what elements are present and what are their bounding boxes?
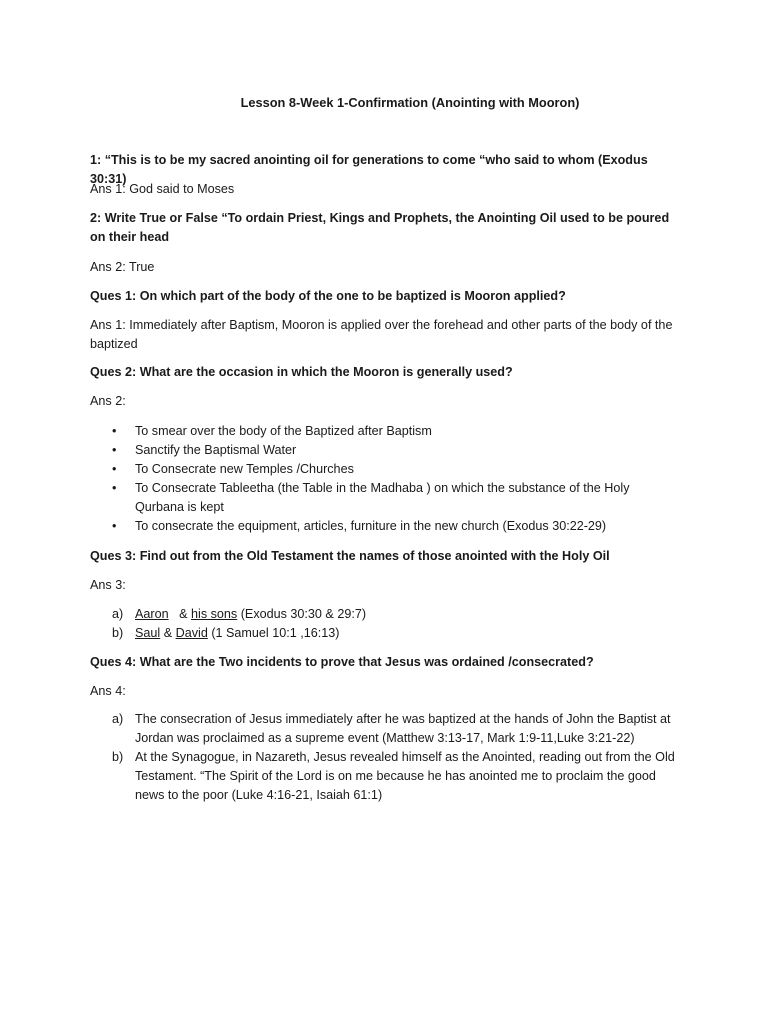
list-item: • To Consecrate new Temples /Churches: [90, 460, 680, 479]
person-name: David: [175, 626, 208, 640]
list-item: [90, 624, 680, 643]
list-item: • Sanctify the Baptismal Water: [90, 441, 680, 460]
scripture-reference: (Exodus 30:30 & 29:7): [240, 607, 367, 621]
list-marker: a): [112, 712, 124, 726]
list-item: • To smear over the body of the Baptized after Baptism: [90, 422, 680, 441]
anointed-list: [90, 605, 680, 643]
ans-ques-1: Ans 1: Immediately after Baptism, Mooron is applied over the forehead and other parts of the body of the baptized: [90, 318, 673, 351]
question-1: 1: “This is to be my sacred anointing oil for generations to come “who said to whom (Exodus 30:31): [90, 153, 648, 186]
list-item: [90, 605, 680, 624]
incident-text: At the Synagogue, in Nazareth, Jesus revealed himself as the Anointed, reading out from the Old Testament. “The Spirit of the Lord is on me because he has anointed me to proclaim the good news to the poor (Luke 4:16-21, Isaiah 61:1): [135, 750, 675, 802]
list-marker: b): [112, 750, 124, 764]
list-item: [90, 710, 680, 748]
answer-1: Ans 1: God said to Moses: [90, 182, 235, 196]
list-item: • To Consecrate Tableetha (the Table in the Madhaba ) on which the substance of the Holy Qurbana is kept: [90, 479, 680, 517]
ans-ques-4: Ans 4:: [90, 684, 126, 698]
person-name: Saul: [135, 626, 161, 640]
incident-text: The consecration of Jesus immediately after he was baptized at the hands of John the Baptist at Jordan was proclaimed as a supreme event (Matthew 3:13-17, Mark 1:9-11,Luke 3:21-22): [135, 712, 671, 745]
ques-4: Ques 4: What are the Two incidents to prove that Jesus was ordained /consecrated?: [90, 655, 594, 669]
ans-ques-2: Ans 2:: [90, 394, 126, 408]
ques-1: Ques 1: On which part of the body of the one to be baptized is Mooron applied?: [90, 289, 566, 303]
separator: &: [179, 607, 188, 621]
separator: &: [163, 626, 173, 640]
list-item: [90, 748, 680, 805]
scripture-reference: (1 Samuel 10:1 ,16:13): [211, 626, 340, 640]
person-name: Aaron: [135, 607, 169, 621]
lesson-title: Lesson 8-Week 1-Confirmation (Anointing with Mooron): [240, 95, 580, 110]
person-name: his sons: [191, 607, 238, 621]
occasion-list: [90, 422, 680, 536]
incident-list: [90, 710, 680, 805]
list-marker: b): [112, 626, 124, 640]
ans-ques-3: Ans 3:: [90, 578, 126, 592]
list-marker: a): [112, 607, 124, 621]
question-2: 2: Write True or False “To ordain Priest, Kings and Prophets, the Anointing Oil used to be poured on their head: [90, 211, 670, 244]
ques-2: Ques 2: What are the occasion in which the Mooron is generally used?: [90, 365, 513, 379]
answer-2: Ans 2: True: [90, 260, 155, 274]
ques-3: Ques 3: Find out from the Old Testament the names of those anointed with the Holy Oil: [90, 549, 610, 563]
list-item: • To consecrate the equipment, articles, furniture in the new church (Exodus 30:22-29): [90, 517, 680, 536]
